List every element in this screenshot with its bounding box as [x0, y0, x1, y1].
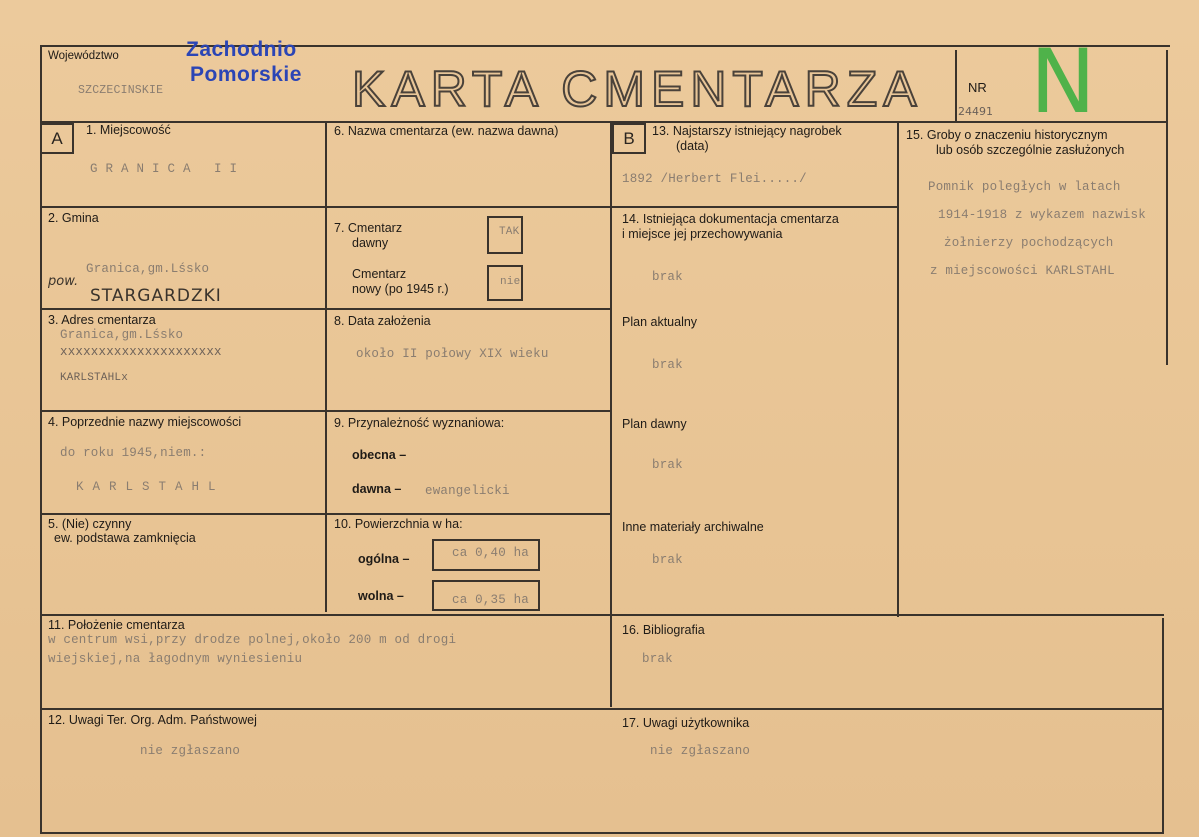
nr-value: 24491 — [958, 105, 993, 118]
field-13-label1: 13. Najstarszy istniejący nagrobek — [652, 124, 842, 138]
field-14-value: brak — [652, 270, 683, 284]
field-10-wolna: wolna – — [358, 589, 404, 603]
col-divider-1 — [325, 122, 327, 612]
field-3-value3: KARLSTAHLx — [60, 372, 129, 384]
field-17-value: nie zgłaszano — [650, 744, 751, 758]
field-16-label: 16. Bibliografia — [622, 623, 705, 637]
field-14-label2: i miejsce jej przechowywania — [622, 227, 783, 241]
field-4-label: 4. Poprzednie nazwy miejscowości — [48, 415, 242, 429]
field-9-dawna: dawna – — [352, 482, 402, 496]
plan-aktualny-value: brak — [652, 358, 683, 372]
field-4-value2: KARLSTAHL — [76, 480, 225, 494]
wojewodztwo-label: Województwo — [48, 50, 119, 62]
frame-right-top — [1166, 50, 1168, 365]
field-9-dawna-value: ewangelicki — [425, 484, 510, 498]
field-13-value: 1892 /Herbert Flei...../ — [622, 172, 807, 186]
stamp-line1: Zachodnio — [186, 38, 297, 61]
field-15-label1: 15. Groby o znaczeniu historycznym — [906, 128, 1108, 142]
field-10-ogolna-value: ca 0,40 ha — [452, 546, 530, 560]
field-1-label: 1. Miejscowość — [86, 123, 171, 137]
field-3-value2: xxxxxxxxxxxxxxxxxxxxx — [60, 345, 222, 359]
wojewodztwo-value: SZCZECINSKIE — [78, 84, 164, 97]
field-12-label: 12. Uwagi Ter. Org. Adm. Państwowej — [48, 713, 257, 727]
field-6-label: 6. Nazwa cmentarza (ew. nazwa dawna) — [334, 124, 559, 138]
inne-materialy-label: Inne materiały archiwalne — [622, 520, 764, 534]
field-15-value2: 1914-1918 z wykazem nazwisk — [938, 208, 1146, 222]
field-2-label: 2. Gmina — [48, 211, 99, 225]
header-divider — [40, 121, 1168, 123]
row-line-b1 — [610, 206, 898, 208]
frame-right-bottom — [1162, 618, 1164, 833]
col-divider-3 — [897, 122, 899, 617]
big-mark: N — [1030, 30, 1096, 133]
row-line-3 — [40, 410, 610, 412]
field-7-value2: nie — [500, 276, 521, 288]
field-15-label2: lub osób szczególnie zasłużonych — [936, 143, 1125, 157]
nr-divider — [955, 50, 957, 121]
nr-label: NR — [968, 80, 987, 95]
field-10-ogolna: ogólna – — [358, 552, 410, 566]
inne-materialy-value: brak — [652, 553, 683, 567]
field-7-label3: Cmentarz — [352, 267, 407, 281]
row-line-4 — [40, 513, 610, 515]
field-15-value4: z miejscowości KARLSTAHL — [930, 264, 1115, 278]
field-9-obecna: obecna – — [352, 448, 407, 462]
field-11-value2: wiejskiej,na łagodnym wyniesieniu — [48, 652, 303, 666]
field-13-label2: (data) — [676, 139, 709, 153]
plan-dawny-label: Plan dawny — [622, 417, 687, 431]
card-title: KARTA CMENTARZA — [352, 61, 923, 117]
field-3-label: 3. Adres cmentarza — [48, 313, 156, 327]
frame-bottom — [40, 832, 1164, 834]
field-15-value3: żołnierzy pochodzących — [944, 236, 1114, 250]
section-a-marker: A — [40, 123, 74, 154]
section-b-marker: B — [612, 123, 646, 154]
field-11-value1: w centrum wsi,przy drodze polnej,około 200 m od drogi — [48, 633, 457, 647]
field-4-value1: do roku 1945,niem.: — [60, 446, 207, 460]
field-7-label4: nowy (po 1945 r.) — [352, 282, 449, 296]
col-divider-2 — [610, 122, 612, 707]
field-14-label1: 14. Istniejąca dokumentacja cmentarza — [622, 212, 839, 226]
row-line-6 — [40, 708, 1164, 710]
field-17-label: 17. Uwagi użytkownika — [622, 716, 750, 730]
field-3-value1: Granica,gm.Lśsko — [60, 328, 184, 342]
field-11-label: 11. Położenie cmentarza — [48, 618, 185, 632]
field-5-sub: ew. podstawa zamknięcia — [54, 531, 196, 545]
field-5-label: 5. (Nie) czynny — [48, 517, 132, 531]
field-10-wolna-value: ca 0,35 ha — [452, 593, 530, 607]
row-line-2 — [40, 308, 610, 310]
field-12-value: nie zgłaszano — [140, 744, 241, 758]
plan-aktualny-label: Plan aktualny — [622, 315, 698, 329]
stamp-line2: Pomorskie — [190, 63, 302, 86]
field-2-hand-prefix: pow. — [48, 274, 79, 289]
row-line-1 — [40, 206, 610, 208]
field-7-label2: dawny — [352, 236, 389, 250]
field-7-value1: TAK — [499, 226, 520, 238]
field-7-label: 7. Cmentarz — [334, 221, 403, 235]
field-16-value: brak — [642, 652, 673, 666]
field-15-value1: Pomnik poległych w latach — [928, 180, 1121, 194]
field-8-label: 8. Data założenia — [334, 314, 431, 328]
field-2-value: Granica,gm.Lśsko — [86, 262, 210, 276]
frame-left-lower — [40, 614, 42, 834]
field-8-value: około II połowy XIX wieku — [356, 347, 549, 361]
field-1-value: GRANICA II — [90, 162, 246, 176]
field-2-hand: STARGARDZKI — [90, 286, 222, 306]
plan-dawny-value: brak — [652, 458, 683, 472]
field-10-label: 10. Powierzchnia w ha: — [334, 517, 463, 531]
field-9-label: 9. Przynależność wyznaniowa: — [334, 416, 505, 430]
row-line-5 — [40, 614, 1164, 616]
